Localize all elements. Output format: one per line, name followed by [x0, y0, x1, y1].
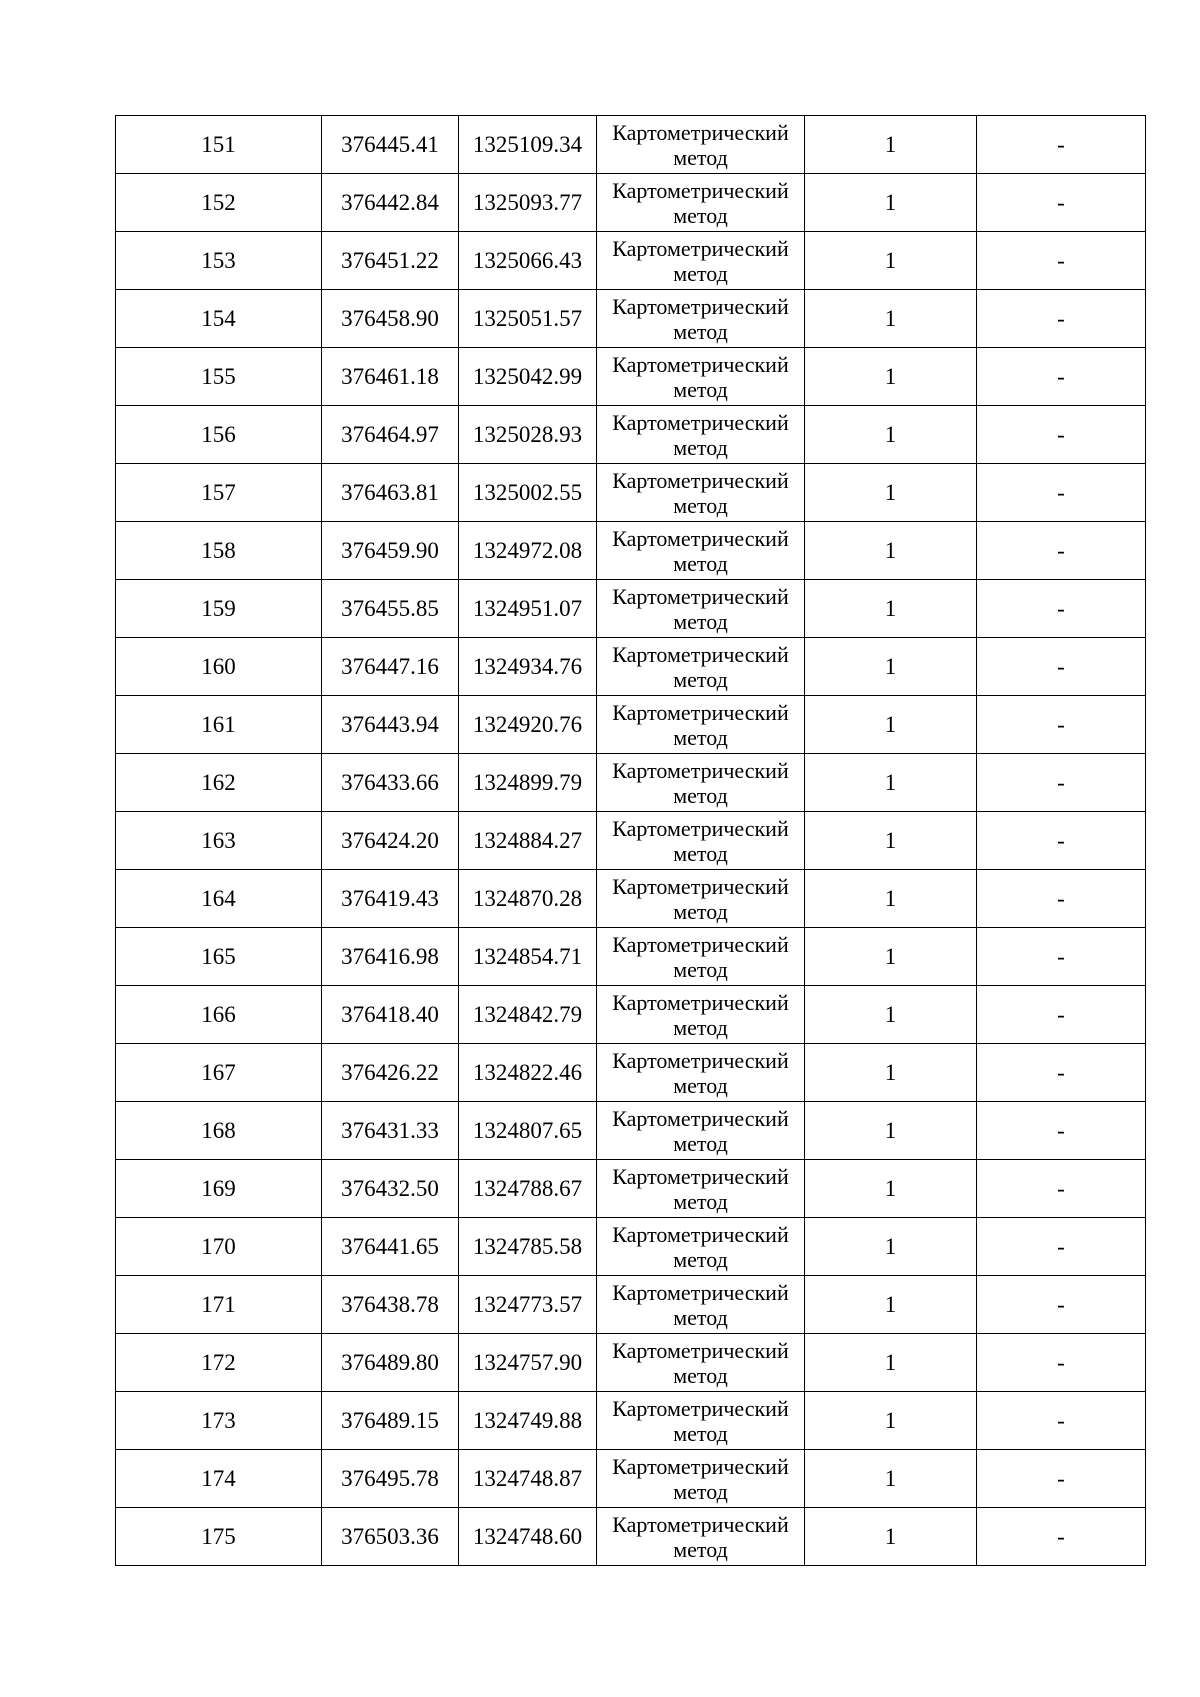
x-coordinate-cell: 376443.94 — [322, 696, 459, 754]
table-row — [116, 406, 1146, 464]
y-coordinate-cell: 1324785.58 — [459, 1218, 597, 1276]
point-number-cell: 167 — [116, 1044, 322, 1102]
coordinates-table — [115, 115, 1146, 1566]
method-line-1: Картометрический — [612, 409, 789, 435]
table-row — [116, 348, 1146, 406]
method-line-1: Картометрический — [612, 1395, 789, 1421]
y-coordinate-cell: 1324870.28 — [459, 870, 597, 928]
method-line-2: метод — [673, 724, 728, 750]
accuracy-cell: 1 — [805, 522, 977, 580]
table-row — [116, 522, 1146, 580]
note-cell: - — [977, 754, 1146, 812]
method-line-1: Картометрический — [612, 1337, 789, 1363]
table-row — [116, 232, 1146, 290]
accuracy-cell: 1 — [805, 348, 977, 406]
y-coordinate-cell: 1324972.08 — [459, 522, 597, 580]
note-cell: - — [977, 1102, 1146, 1160]
point-number-cell: 165 — [116, 928, 322, 986]
y-coordinate-cell: 1324748.87 — [459, 1450, 597, 1508]
accuracy-cell: 1 — [805, 1044, 977, 1102]
accuracy-cell: 1 — [805, 174, 977, 232]
method-cell — [597, 290, 805, 348]
note-cell: - — [977, 116, 1146, 174]
accuracy-cell: 1 — [805, 464, 977, 522]
method-line-1: Картометрический — [612, 1279, 789, 1305]
method-line-1: Картометрический — [612, 351, 789, 377]
point-number-cell: 158 — [116, 522, 322, 580]
x-coordinate-cell: 376464.97 — [322, 406, 459, 464]
point-number-cell: 159 — [116, 580, 322, 638]
note-cell: - — [977, 696, 1146, 754]
point-number-cell: 162 — [116, 754, 322, 812]
accuracy-cell: 1 — [805, 1392, 977, 1450]
accuracy-cell: 1 — [805, 986, 977, 1044]
note-cell: - — [977, 638, 1146, 696]
y-coordinate-cell: 1324920.76 — [459, 696, 597, 754]
note-cell: - — [977, 406, 1146, 464]
point-number-cell: 171 — [116, 1276, 322, 1334]
table-row — [116, 1508, 1146, 1566]
method-line-2: метод — [673, 434, 728, 460]
x-coordinate-cell: 376416.98 — [322, 928, 459, 986]
y-coordinate-cell: 1324884.27 — [459, 812, 597, 870]
method-line-2: метод — [673, 1014, 728, 1040]
accuracy-cell: 1 — [805, 754, 977, 812]
x-coordinate-cell: 376426.22 — [322, 1044, 459, 1102]
method-cell — [597, 464, 805, 522]
method-line-1: Картометрический — [612, 873, 789, 899]
method-cell — [597, 928, 805, 986]
accuracy-cell: 1 — [805, 232, 977, 290]
y-coordinate-cell: 1325042.99 — [459, 348, 597, 406]
y-coordinate-cell: 1324854.71 — [459, 928, 597, 986]
note-cell: - — [977, 1392, 1146, 1450]
accuracy-cell: 1 — [805, 1160, 977, 1218]
note-cell: - — [977, 522, 1146, 580]
y-coordinate-cell: 1325093.77 — [459, 174, 597, 232]
table-row — [116, 870, 1146, 928]
table-row — [116, 1276, 1146, 1334]
method-line-2: метод — [673, 144, 728, 170]
method-line-1: Картометрический — [612, 1221, 789, 1247]
point-number-cell: 172 — [116, 1334, 322, 1392]
method-line-1: Картометрический — [612, 467, 789, 493]
x-coordinate-cell: 376495.78 — [322, 1450, 459, 1508]
accuracy-cell: 1 — [805, 290, 977, 348]
method-cell — [597, 232, 805, 290]
method-cell — [597, 754, 805, 812]
accuracy-cell: 1 — [805, 928, 977, 986]
table-row — [116, 1334, 1146, 1392]
method-cell — [597, 696, 805, 754]
x-coordinate-cell: 376424.20 — [322, 812, 459, 870]
point-number-cell: 175 — [116, 1508, 322, 1566]
note-cell: - — [977, 580, 1146, 638]
point-number-cell: 170 — [116, 1218, 322, 1276]
table-row — [116, 464, 1146, 522]
point-number-cell: 166 — [116, 986, 322, 1044]
method-line-1: Картометрический — [612, 931, 789, 957]
accuracy-cell: 1 — [805, 406, 977, 464]
x-coordinate-cell: 376433.66 — [322, 754, 459, 812]
method-line-2: метод — [673, 1072, 728, 1098]
note-cell: - — [977, 1044, 1146, 1102]
table-row — [116, 1160, 1146, 1218]
note-cell: - — [977, 812, 1146, 870]
y-coordinate-cell: 1325028.93 — [459, 406, 597, 464]
method-line-2: метод — [673, 1130, 728, 1156]
method-line-2: метод — [673, 1246, 728, 1272]
method-line-2: метод — [673, 1362, 728, 1388]
x-coordinate-cell: 376459.90 — [322, 522, 459, 580]
point-number-cell: 163 — [116, 812, 322, 870]
x-coordinate-cell: 376445.41 — [322, 116, 459, 174]
point-number-cell: 169 — [116, 1160, 322, 1218]
accuracy-cell: 1 — [805, 1450, 977, 1508]
x-coordinate-cell: 376438.78 — [322, 1276, 459, 1334]
table-row — [116, 1450, 1146, 1508]
method-line-2: метод — [673, 1478, 728, 1504]
x-coordinate-cell: 376447.16 — [322, 638, 459, 696]
method-line-1: Картометрический — [612, 1047, 789, 1073]
method-cell — [597, 812, 805, 870]
y-coordinate-cell: 1325051.57 — [459, 290, 597, 348]
method-cell — [597, 1450, 805, 1508]
x-coordinate-cell: 376463.81 — [322, 464, 459, 522]
accuracy-cell: 1 — [805, 812, 977, 870]
method-cell — [597, 1160, 805, 1218]
method-cell — [597, 116, 805, 174]
point-number-cell: 164 — [116, 870, 322, 928]
method-line-1: Картометрический — [612, 641, 789, 667]
method-line-2: метод — [673, 1304, 728, 1330]
point-number-cell: 155 — [116, 348, 322, 406]
table-row — [116, 696, 1146, 754]
method-line-1: Картометрический — [612, 583, 789, 609]
method-cell — [597, 174, 805, 232]
accuracy-cell: 1 — [805, 1102, 977, 1160]
note-cell: - — [977, 1450, 1146, 1508]
note-cell: - — [977, 1160, 1146, 1218]
x-coordinate-cell: 376455.85 — [322, 580, 459, 638]
method-line-1: Картометрический — [612, 525, 789, 551]
method-line-2: метод — [673, 202, 728, 228]
note-cell: - — [977, 1508, 1146, 1566]
y-coordinate-cell: 1325002.55 — [459, 464, 597, 522]
table-row — [116, 812, 1146, 870]
method-line-2: метод — [673, 550, 728, 576]
method-cell — [597, 870, 805, 928]
point-number-cell: 160 — [116, 638, 322, 696]
accuracy-cell: 1 — [805, 638, 977, 696]
y-coordinate-cell: 1324934.76 — [459, 638, 597, 696]
note-cell: - — [977, 870, 1146, 928]
method-cell — [597, 1334, 805, 1392]
y-coordinate-cell: 1324748.60 — [459, 1508, 597, 1566]
note-cell: - — [977, 928, 1146, 986]
method-cell — [597, 1276, 805, 1334]
table-row — [116, 174, 1146, 232]
method-line-2: метод — [673, 492, 728, 518]
x-coordinate-cell: 376432.50 — [322, 1160, 459, 1218]
accuracy-cell: 1 — [805, 870, 977, 928]
coordinates-table-body — [116, 116, 1146, 1566]
table-row — [116, 754, 1146, 812]
y-coordinate-cell: 1324899.79 — [459, 754, 597, 812]
x-coordinate-cell: 376419.43 — [322, 870, 459, 928]
table-row — [116, 638, 1146, 696]
method-cell — [597, 986, 805, 1044]
method-cell — [597, 638, 805, 696]
point-number-cell: 154 — [116, 290, 322, 348]
x-coordinate-cell: 376503.36 — [322, 1508, 459, 1566]
note-cell: - — [977, 174, 1146, 232]
method-line-1: Картометрический — [612, 1511, 789, 1537]
method-cell — [597, 1102, 805, 1160]
x-coordinate-cell: 376441.65 — [322, 1218, 459, 1276]
accuracy-cell: 1 — [805, 1334, 977, 1392]
method-cell — [597, 1392, 805, 1450]
method-line-1: Картометрический — [612, 1163, 789, 1189]
method-line-2: метод — [673, 782, 728, 808]
method-cell — [597, 522, 805, 580]
accuracy-cell: 1 — [805, 1218, 977, 1276]
table-row — [116, 986, 1146, 1044]
x-coordinate-cell: 376442.84 — [322, 174, 459, 232]
method-line-2: метод — [673, 840, 728, 866]
method-cell — [597, 1218, 805, 1276]
method-line-2: метод — [673, 376, 728, 402]
method-line-1: Картометрический — [612, 235, 789, 261]
x-coordinate-cell: 376431.33 — [322, 1102, 459, 1160]
x-coordinate-cell: 376461.18 — [322, 348, 459, 406]
note-cell: - — [977, 290, 1146, 348]
method-cell — [597, 1508, 805, 1566]
method-line-2: метод — [673, 318, 728, 344]
table-row — [116, 580, 1146, 638]
accuracy-cell: 1 — [805, 116, 977, 174]
method-line-1: Картометрический — [612, 1453, 789, 1479]
y-coordinate-cell: 1325066.43 — [459, 232, 597, 290]
table-row — [116, 1102, 1146, 1160]
y-coordinate-cell: 1324757.90 — [459, 1334, 597, 1392]
accuracy-cell: 1 — [805, 580, 977, 638]
method-line-1: Картометрический — [612, 989, 789, 1015]
y-coordinate-cell: 1324788.67 — [459, 1160, 597, 1218]
x-coordinate-cell: 376451.22 — [322, 232, 459, 290]
method-cell — [597, 580, 805, 638]
method-line-1: Картометрический — [612, 293, 789, 319]
table-row — [116, 290, 1146, 348]
note-cell: - — [977, 986, 1146, 1044]
point-number-cell: 173 — [116, 1392, 322, 1450]
method-cell — [597, 406, 805, 464]
note-cell: - — [977, 232, 1146, 290]
method-cell — [597, 348, 805, 406]
y-coordinate-cell: 1324807.65 — [459, 1102, 597, 1160]
x-coordinate-cell: 376489.15 — [322, 1392, 459, 1450]
note-cell: - — [977, 1276, 1146, 1334]
x-coordinate-cell: 376489.80 — [322, 1334, 459, 1392]
method-line-1: Картометрический — [612, 699, 789, 725]
point-number-cell: 151 — [116, 116, 322, 174]
note-cell: - — [977, 348, 1146, 406]
method-cell — [597, 1044, 805, 1102]
y-coordinate-cell: 1324773.57 — [459, 1276, 597, 1334]
x-coordinate-cell: 376458.90 — [322, 290, 459, 348]
point-number-cell: 157 — [116, 464, 322, 522]
table-row — [116, 1392, 1146, 1450]
y-coordinate-cell: 1325109.34 — [459, 116, 597, 174]
point-number-cell: 168 — [116, 1102, 322, 1160]
table-row — [116, 1218, 1146, 1276]
point-number-cell: 161 — [116, 696, 322, 754]
method-line-2: метод — [673, 1420, 728, 1446]
method-line-2: метод — [673, 1188, 728, 1214]
method-line-2: метод — [673, 608, 728, 634]
y-coordinate-cell: 1324951.07 — [459, 580, 597, 638]
table-row — [116, 928, 1146, 986]
x-coordinate-cell: 376418.40 — [322, 986, 459, 1044]
method-line-2: метод — [673, 666, 728, 692]
method-line-1: Картометрический — [612, 177, 789, 203]
accuracy-cell: 1 — [805, 696, 977, 754]
method-line-2: метод — [673, 1536, 728, 1562]
method-line-1: Картометрический — [612, 1105, 789, 1131]
note-cell: - — [977, 464, 1146, 522]
point-number-cell: 153 — [116, 232, 322, 290]
table-row — [116, 1044, 1146, 1102]
point-number-cell: 152 — [116, 174, 322, 232]
note-cell: - — [977, 1334, 1146, 1392]
accuracy-cell: 1 — [805, 1508, 977, 1566]
y-coordinate-cell: 1324822.46 — [459, 1044, 597, 1102]
y-coordinate-cell: 1324842.79 — [459, 986, 597, 1044]
method-line-2: метод — [673, 260, 728, 286]
y-coordinate-cell: 1324749.88 — [459, 1392, 597, 1450]
method-line-1: Картометрический — [612, 119, 789, 145]
table-row — [116, 116, 1146, 174]
accuracy-cell: 1 — [805, 1276, 977, 1334]
method-line-1: Картометрический — [612, 757, 789, 783]
method-line-1: Картометрический — [612, 815, 789, 841]
method-line-2: метод — [673, 898, 728, 924]
note-cell: - — [977, 1218, 1146, 1276]
point-number-cell: 156 — [116, 406, 322, 464]
point-number-cell: 174 — [116, 1450, 322, 1508]
method-line-2: метод — [673, 956, 728, 982]
